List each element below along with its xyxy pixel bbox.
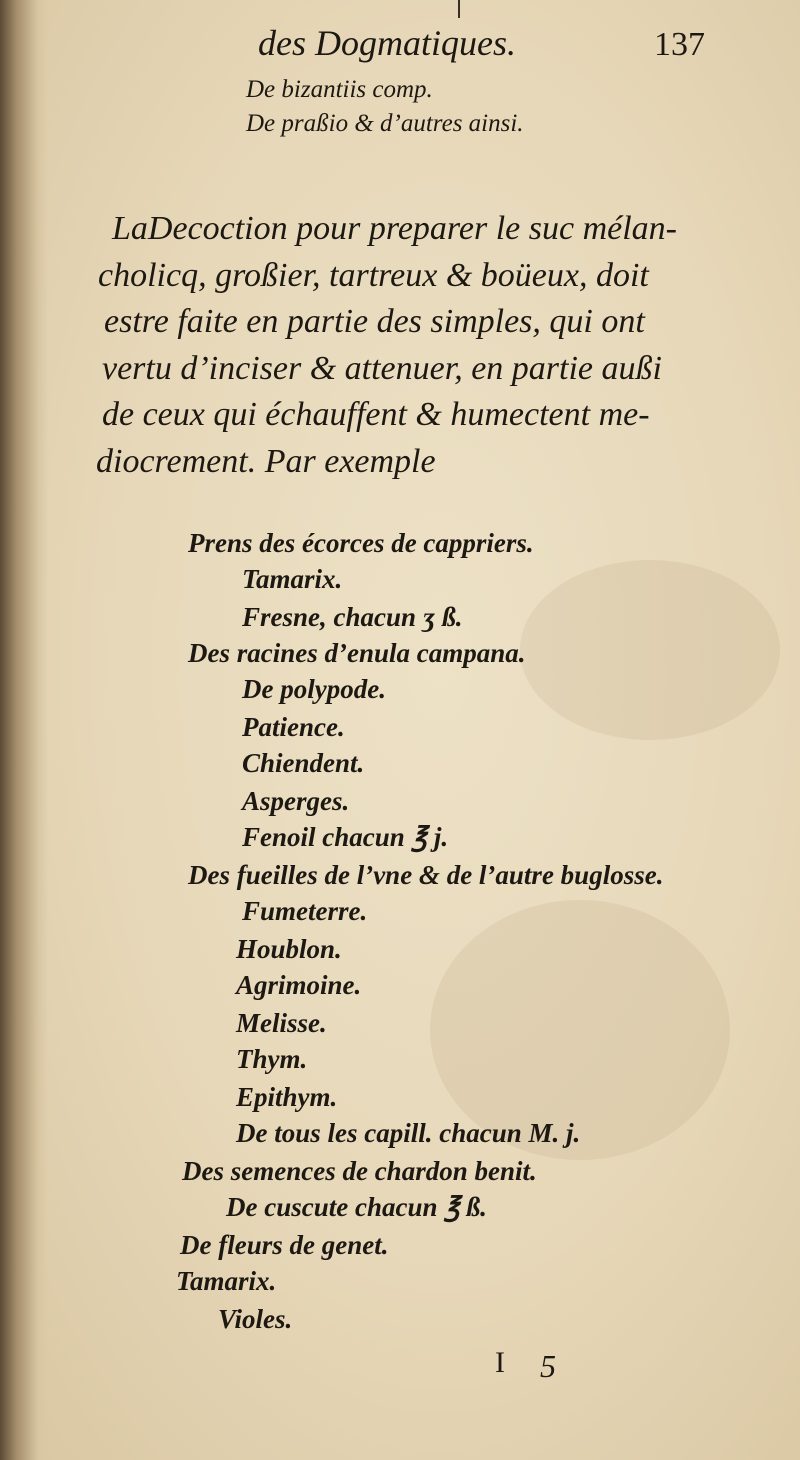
- recipe-line: Agrimoine.: [236, 970, 362, 1000]
- paragraph-line: estre faite en partie des simples, qui ont: [104, 303, 645, 340]
- recipe-line: Patience.: [242, 712, 345, 742]
- paragraph-line: diocrement. Par exemple: [96, 442, 436, 480]
- running-head: des Dogmatiques.: [258, 23, 516, 63]
- recipe-line: Asperges.: [242, 786, 350, 816]
- text-line: De praßio & d’autres ainsi.: [246, 110, 524, 137]
- recipe-line: Tamarix.: [176, 1266, 277, 1296]
- recipe-line: Fenoil chacun ℥ j.: [242, 822, 449, 852]
- recipe-line: Violes.: [218, 1304, 293, 1334]
- paragraph: [96, 206, 702, 485]
- signature-number: 5: [540, 1348, 556, 1384]
- signature-letter: I: [495, 1346, 505, 1379]
- paper-stain: [520, 560, 780, 740]
- paragraph-line: vertu d’inciser & attenuer, en partie außi: [102, 349, 662, 387]
- recipe-line: Prens des écorces de cappriers.: [188, 528, 534, 558]
- book-spine-shadow: [0, 0, 48, 1460]
- recipe-line: Thym.: [236, 1044, 308, 1074]
- recipe-line: Fresne, chacun ʒ ß.: [242, 602, 463, 632]
- recipe-line: Des semences de chardon benit.: [182, 1156, 537, 1186]
- recipe-line: Fumeterre.: [242, 896, 368, 926]
- recipe-line: De tous les capill. chacun M. j.: [236, 1118, 581, 1148]
- recipe-line: Chiendent.: [242, 748, 365, 778]
- recipe-line: De polypode.: [242, 674, 386, 704]
- recipe-line: Tamarix.: [242, 564, 343, 594]
- recipe-line: Des fueilles de l’vne & de l’autre buglosse.: [188, 860, 664, 890]
- paragraph-line: de ceux qui échauffent & humectent me-: [102, 396, 650, 433]
- recipe-line: De fleurs de genet.: [180, 1230, 389, 1260]
- paragraph-line: LaDecoction pour preparer le suc mélan-: [112, 210, 677, 247]
- recipe-line: Houblon.: [236, 934, 342, 964]
- top-rule: [458, 0, 460, 18]
- page-number: 137: [654, 26, 705, 63]
- recipe-line: De cuscute chacun ℥ ß.: [226, 1192, 487, 1222]
- paragraph-line: cholicq, großier, tartreux & boüeux, doit: [98, 256, 649, 294]
- recipe-line: Des racines d’enula campana.: [188, 638, 526, 668]
- text-line: De bizantiis comp.: [246, 76, 433, 103]
- recipe-line: Melisse.: [236, 1008, 327, 1038]
- recipe-line: Epithym.: [236, 1082, 338, 1112]
